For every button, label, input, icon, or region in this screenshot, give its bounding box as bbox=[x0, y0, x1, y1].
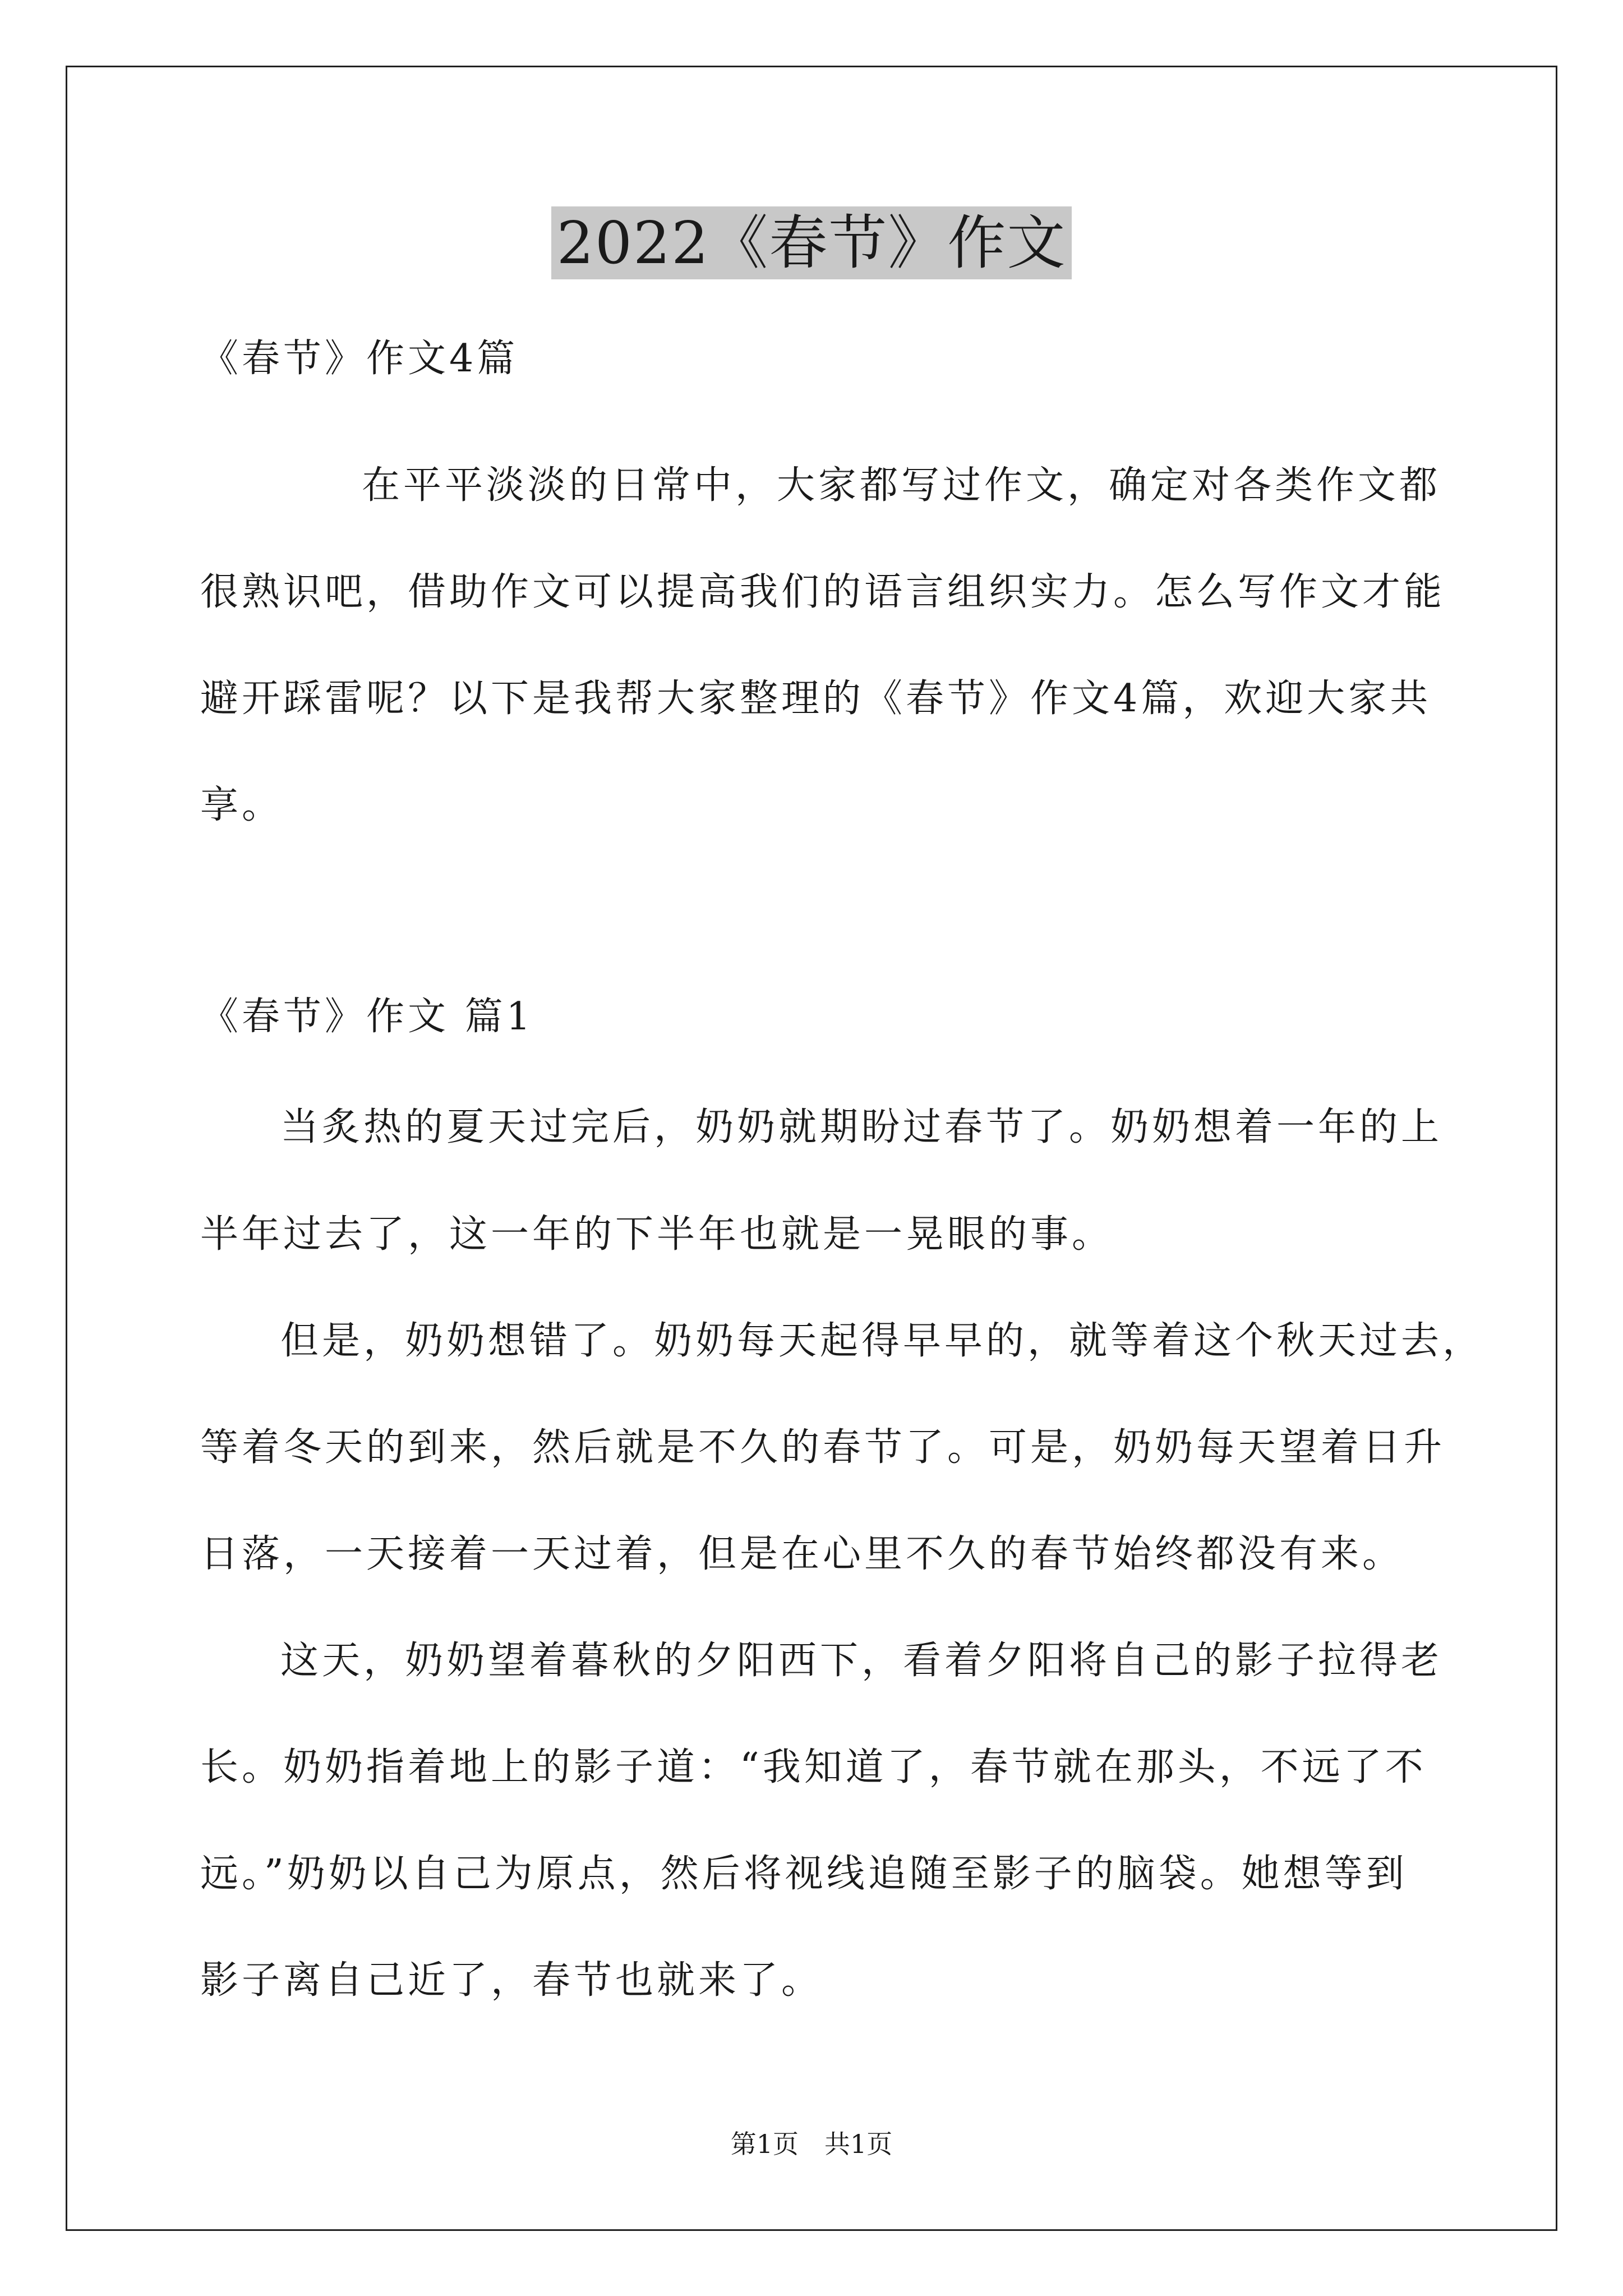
intro-line: 避开踩雷呢？以下是我帮大家整理的《春节》作文4篇，欢迎大家共 bbox=[200, 677, 1432, 721]
document-subtitle: 《春节》作文4篇 bbox=[200, 337, 519, 381]
section-heading: 《春节》作文 篇1 bbox=[200, 995, 534, 1039]
paragraph-line: 但是，奶奶想错了。奶奶每天起得早早的，就等着这个秋天过去， bbox=[280, 1319, 1484, 1363]
intro-line: 享。 bbox=[200, 783, 284, 827]
paragraph-line: 半年过去了，这一年的下半年也就是一晃眼的事。 bbox=[200, 1212, 1114, 1257]
title-text: 2022《春节》作文 bbox=[551, 206, 1072, 279]
paragraph-line: 日落，一天接着一天过着，但是在心里不久的春节始终都没有来。 bbox=[200, 1532, 1404, 1576]
paragraph-line: 等着冬天的到来，然后就是不久的春节了。可是，奶奶每天望着日升 bbox=[200, 1425, 1446, 1470]
intro-line: 在平平淡淡的日常中，大家都写过作文，确定对各类作文都 bbox=[362, 463, 1441, 508]
paragraph-line: 长。奶奶指着地上的影子道：“我知道了，春节就在那头，不远了不 bbox=[200, 1745, 1427, 1789]
document-title bbox=[0, 206, 1623, 279]
paragraph-line: 当炙热的夏天过完后，奶奶就期盼过春节了。奶奶想着一年的上 bbox=[280, 1105, 1443, 1149]
intro-line: 很熟识吧，借助作文可以提高我们的语言组织实力。怎么写作文才能 bbox=[200, 570, 1446, 614]
paragraph-line: 这天，奶奶望着暮秋的夕阳西下，看着夕阳将自己的影子拉得老 bbox=[280, 1639, 1443, 1683]
page-footer: 第1页 共1页 bbox=[730, 2129, 893, 2159]
paragraph-line: 影子离自己近了，春节也就来了。 bbox=[200, 1958, 823, 2003]
paragraph-line: 远。”奶奶以自己为原点，然后将视线追随至影子的脑袋。她想等到 bbox=[200, 1852, 1408, 1896]
